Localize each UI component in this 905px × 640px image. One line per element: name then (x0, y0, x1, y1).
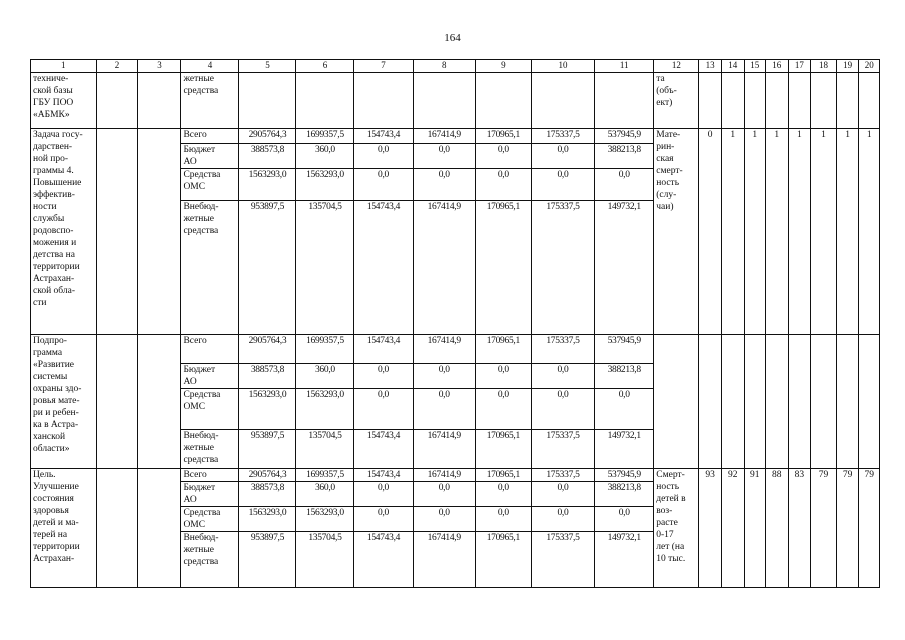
amount-cell: 388573,8 (239, 364, 296, 389)
header-cell: 11 (595, 60, 654, 73)
header-cell: 17 (788, 60, 811, 73)
year-value-cell (699, 335, 722, 469)
amount-cell: 388213,8 (595, 144, 654, 169)
continuation-row (31, 73, 880, 129)
funding-source-cell (181, 507, 239, 532)
year-value-cell: 0 (699, 129, 722, 335)
empty-cell (296, 73, 354, 129)
funding-source-cell-line: АО (183, 157, 197, 167)
amount-cell: 149732,1 (595, 532, 654, 588)
table-row (31, 335, 880, 364)
header-cell: 9 (475, 60, 531, 73)
amount-cell: 135704,5 (296, 532, 354, 588)
empty-cell (744, 73, 765, 129)
amount-cell: 1563293,0 (239, 389, 296, 430)
amount-cell: 0,0 (354, 482, 413, 507)
funding-source-cell-line: Внебюд- (183, 431, 219, 441)
header-cell: 7 (354, 60, 413, 73)
funding-source-cell-line: средства (183, 455, 219, 465)
amount-cell: 0,0 (475, 482, 531, 507)
funding-source-cell-line: средства (183, 226, 219, 236)
indicator-cell-line: ность (656, 178, 680, 188)
amount-cell: 1699357,5 (296, 129, 354, 144)
funding-source-cell-line: средства (183, 557, 219, 567)
amount-cell: 175337,5 (531, 430, 594, 469)
empty-cell (413, 73, 475, 129)
amount-cell: 0,0 (595, 169, 654, 201)
year-value-cell: 79 (811, 469, 837, 588)
funding-source-cell (181, 144, 239, 169)
funding-source-cell-line: Всего (183, 470, 207, 480)
description-cell-line: ской обла- (33, 286, 76, 296)
indicator-cell-line: расте (656, 518, 678, 528)
funding-source-cell-line: Внебюд- (183, 202, 219, 212)
table-row (31, 129, 880, 144)
funding-source-cell-line: АО (183, 377, 197, 387)
empty-cell (138, 129, 181, 335)
funding-source-cell-line: ОМС (183, 402, 206, 412)
indicator-cell-line: детей в (656, 494, 686, 504)
year-value-cell (788, 335, 811, 469)
funding-source-cell-line: жетные (183, 545, 214, 555)
year-value-cell: 88 (765, 469, 788, 588)
funding-source-cell (181, 482, 239, 507)
description-cell-line: «Развитие (33, 360, 75, 370)
header-row (31, 60, 880, 73)
indicator-cell-line: ская (656, 154, 674, 164)
empty-cell (788, 73, 811, 129)
amount-cell: 0,0 (531, 482, 594, 507)
amount-cell: 360,0 (296, 144, 354, 169)
empty-cell (721, 73, 744, 129)
year-value-cell: 93 (699, 469, 722, 588)
funding-source-cell (181, 469, 239, 482)
amount-cell: 388213,8 (595, 364, 654, 389)
indicator-cell-line: ность (656, 482, 680, 492)
amount-cell: 953897,5 (239, 430, 296, 469)
amount-cell: 0,0 (595, 507, 654, 532)
amount-cell: 154743,4 (354, 469, 413, 482)
funding-source-cell (181, 364, 239, 389)
header-cell: 20 (859, 60, 880, 73)
description-cell-line: Цель. (33, 470, 56, 480)
header-cell: 14 (721, 60, 744, 73)
empty-cell (138, 469, 181, 588)
description-cell-line: ка в Астра- (33, 420, 79, 430)
header-cell: 3 (138, 60, 181, 73)
header-cell: 16 (765, 60, 788, 73)
amount-cell: 170965,1 (475, 129, 531, 144)
header-cell: 4 (181, 60, 239, 73)
funding-source-cell-line: Средства (183, 170, 221, 180)
funding-source-cell-line: Всего (183, 336, 207, 346)
indicator-cell-line: (слу- (656, 190, 677, 200)
header-cell: 1 (31, 60, 97, 73)
year-value-cell: 79 (859, 469, 880, 588)
amount-cell: 175337,5 (531, 201, 594, 335)
amount-cell: 0,0 (354, 169, 413, 201)
year-value-cell: 1 (859, 129, 880, 335)
description-cell (31, 129, 97, 335)
year-value-cell: 1 (811, 129, 837, 335)
description-cell-line: Подпро- (33, 336, 67, 346)
funding-source-cell (181, 532, 239, 588)
funding-source-cell-line: Средства (183, 390, 221, 400)
funding-source-cell (181, 430, 239, 469)
table-row (31, 469, 880, 482)
amount-cell: 170965,1 (475, 532, 531, 588)
description-cell-line: ровья мате- (33, 396, 80, 406)
amount-cell: 170965,1 (475, 335, 531, 364)
funding-source-cell-line: ОМС (183, 182, 206, 192)
empty-cell (96, 129, 138, 335)
header-cell: 2 (96, 60, 138, 73)
empty-cell (765, 73, 788, 129)
amount-cell: 360,0 (296, 364, 354, 389)
funding-source-cell-line: жетные (183, 443, 214, 453)
header-cell: 10 (531, 60, 594, 73)
indicator-cell (654, 73, 699, 129)
indicator-cell (654, 129, 699, 335)
amount-cell: 537945,9 (595, 129, 654, 144)
amount-cell: 0,0 (475, 169, 531, 201)
amount-cell: 167414,9 (413, 201, 475, 335)
indicator-cell-line: 0-17 (656, 530, 674, 540)
description-cell-line: родовспо- (33, 226, 74, 236)
indicator-cell-line: смерт- (656, 166, 683, 176)
empty-cell (531, 73, 594, 129)
amount-cell: 170965,1 (475, 469, 531, 482)
source-cell-line: средства (183, 86, 219, 96)
description-cell-line: сти (33, 298, 47, 308)
header-cell: 13 (699, 60, 722, 73)
amount-cell: 0,0 (354, 144, 413, 169)
funding-source-cell (181, 169, 239, 201)
empty-cell (138, 73, 181, 129)
indicator-cell-line: воз- (656, 506, 673, 516)
description-cell-line: эффектив- (33, 190, 75, 200)
empty-cell (96, 469, 138, 588)
indicator-cell-line: та (656, 74, 665, 84)
empty-cell (96, 73, 138, 129)
header-cell: 19 (836, 60, 859, 73)
amount-cell: 0,0 (595, 389, 654, 430)
amount-cell: 2905764,3 (239, 129, 296, 144)
description-cell-line: детства на (33, 250, 75, 260)
funding-source-cell-line: Бюджет (183, 483, 216, 493)
header-cell: 18 (811, 60, 837, 73)
empty-cell (96, 335, 138, 469)
year-value-cell (811, 335, 837, 469)
source-cell (181, 73, 239, 129)
description-cell-line: Астрахан- (33, 274, 75, 284)
description-cell-line: охраны здо- (33, 384, 82, 394)
amount-cell: 175337,5 (531, 469, 594, 482)
description-cell-line: Повышение (33, 178, 82, 188)
description-cell-line: можения и (33, 238, 77, 248)
description-cell-line: системы (33, 372, 68, 382)
description-cell-line: ри и ребен- (33, 408, 79, 418)
description-cell-line: Астрахан- (33, 554, 75, 564)
description-cell-line: здоровья (33, 506, 69, 516)
description-cell-line: граммы 4. (33, 166, 74, 176)
header-cell: 12 (654, 60, 699, 73)
indicator-cell-line: лет (на (656, 542, 685, 552)
description-cell-line: Задача госу- (33, 130, 83, 140)
page-number: 164 (444, 32, 461, 44)
year-value-cell: 83 (788, 469, 811, 588)
amount-cell: 0,0 (475, 364, 531, 389)
amount-cell: 135704,5 (296, 201, 354, 335)
description-cell-line: ханской (33, 432, 66, 442)
amount-cell: 154743,4 (354, 335, 413, 364)
year-value-cell (836, 335, 859, 469)
year-value-cell (721, 335, 744, 469)
amount-cell: 0,0 (531, 144, 594, 169)
description-cell-line: территории (33, 262, 80, 272)
description-cell-line: «АБМК» (33, 110, 70, 120)
funding-source-cell-line: жетные (183, 214, 214, 224)
indicator-cell-line: ект) (656, 98, 673, 108)
amount-cell: 135704,5 (296, 430, 354, 469)
funding-source-cell-line: Внебюд- (183, 533, 219, 543)
amount-cell: 1699357,5 (296, 469, 354, 482)
empty-cell (138, 335, 181, 469)
amount-cell: 388213,8 (595, 482, 654, 507)
amount-cell: 0,0 (531, 389, 594, 430)
amount-cell: 0,0 (475, 389, 531, 430)
description-cell-line: детей и ма- (33, 518, 79, 528)
amount-cell: 0,0 (354, 507, 413, 532)
funding-source-cell-line: Бюджет (183, 145, 216, 155)
funding-source-cell-line: Бюджет (183, 365, 216, 375)
amount-cell: 170965,1 (475, 201, 531, 335)
header-cell: 6 (296, 60, 354, 73)
year-value-cell (765, 335, 788, 469)
amount-cell: 154743,4 (354, 201, 413, 335)
amount-cell: 388573,8 (239, 482, 296, 507)
amount-cell: 953897,5 (239, 532, 296, 588)
header-cell: 15 (744, 60, 765, 73)
amount-cell: 0,0 (413, 507, 475, 532)
year-value-cell (859, 335, 880, 469)
amount-cell: 175337,5 (531, 129, 594, 144)
amount-cell: 175337,5 (531, 335, 594, 364)
indicator-cell-line: рин- (656, 142, 675, 152)
indicator-cell (654, 469, 699, 588)
year-value-cell: 92 (721, 469, 744, 588)
amount-cell: 175337,5 (531, 532, 594, 588)
amount-cell: 1563293,0 (239, 507, 296, 532)
amount-cell: 1563293,0 (296, 389, 354, 430)
funding-source-cell-line: Средства (183, 508, 221, 518)
amount-cell: 0,0 (413, 144, 475, 169)
description-cell-line: территории (33, 542, 80, 552)
description-cell-line: службы (33, 214, 65, 224)
amount-cell: 170965,1 (475, 430, 531, 469)
amount-cell: 360,0 (296, 482, 354, 507)
amount-cell: 0,0 (531, 507, 594, 532)
amount-cell: 0,0 (413, 364, 475, 389)
financing-table (30, 59, 880, 588)
funding-source-cell-line: АО (183, 495, 197, 505)
year-value-cell (744, 335, 765, 469)
description-cell-line: ной про- (33, 154, 69, 164)
amount-cell: 1563293,0 (296, 169, 354, 201)
amount-cell: 2905764,3 (239, 335, 296, 364)
header-cell: 5 (239, 60, 296, 73)
description-cell-line: области» (33, 444, 70, 454)
year-value-cell: 1 (765, 129, 788, 335)
description-cell (31, 469, 97, 588)
year-value-cell: 1 (788, 129, 811, 335)
amount-cell: 0,0 (413, 389, 475, 430)
amount-cell: 149732,1 (595, 201, 654, 335)
amount-cell: 0,0 (413, 482, 475, 507)
empty-cell (354, 73, 413, 129)
year-value-cell: 1 (744, 129, 765, 335)
funding-source-cell (181, 201, 239, 335)
description-cell (31, 335, 97, 469)
description-cell-line: ности (33, 202, 57, 212)
amount-cell: 167414,9 (413, 335, 475, 364)
indicator-cell-line: Мате- (656, 130, 681, 140)
amount-cell: 1563293,0 (239, 169, 296, 201)
description-cell-line: состояния (33, 494, 74, 504)
indicator-cell-line: чаи) (656, 202, 674, 212)
source-cell-line: жетные (183, 74, 214, 84)
amount-cell: 953897,5 (239, 201, 296, 335)
amount-cell: 154743,4 (354, 430, 413, 469)
indicator-cell-line: Смерт- (656, 470, 685, 480)
amount-cell: 167414,9 (413, 430, 475, 469)
amount-cell: 167414,9 (413, 532, 475, 588)
amount-cell: 0,0 (475, 144, 531, 169)
indicator-cell-line: (объ- (656, 86, 677, 96)
amount-cell: 154743,4 (354, 129, 413, 144)
header-cell: 8 (413, 60, 475, 73)
empty-cell (475, 73, 531, 129)
year-value-cell: 79 (836, 469, 859, 588)
funding-source-cell-line: Всего (183, 130, 207, 140)
description-cell-line: грамма (33, 348, 63, 358)
empty-cell (811, 73, 837, 129)
amount-cell: 0,0 (354, 389, 413, 430)
amount-cell: 1563293,0 (296, 507, 354, 532)
empty-cell (699, 73, 722, 129)
description-cell-line: Улучшение (33, 482, 79, 492)
amount-cell: 0,0 (413, 169, 475, 201)
funding-source-cell (181, 335, 239, 364)
indicator-cell-line: 10 тыс. (656, 554, 686, 564)
description-cell-line: ской базы (33, 86, 73, 96)
amount-cell: 0,0 (531, 364, 594, 389)
empty-cell (859, 73, 880, 129)
year-value-cell: 91 (744, 469, 765, 588)
amount-cell: 0,0 (531, 169, 594, 201)
amount-cell: 167414,9 (413, 129, 475, 144)
description-cell (31, 73, 97, 129)
description-cell-line: техниче- (33, 74, 69, 84)
amount-cell: 0,0 (475, 507, 531, 532)
amount-cell: 537945,9 (595, 335, 654, 364)
amount-cell: 2905764,3 (239, 469, 296, 482)
empty-cell (595, 73, 654, 129)
funding-source-cell-line: ОМС (183, 520, 206, 530)
funding-source-cell (181, 389, 239, 430)
year-value-cell: 1 (836, 129, 859, 335)
description-cell-line: дарствен- (33, 142, 73, 152)
year-value-cell: 1 (721, 129, 744, 335)
description-cell-line: ГБУ ПОО (33, 98, 74, 108)
amount-cell: 154743,4 (354, 532, 413, 588)
amount-cell: 149732,1 (595, 430, 654, 469)
description-cell-line: терей на (33, 530, 68, 540)
empty-cell (836, 73, 859, 129)
amount-cell: 167414,9 (413, 469, 475, 482)
indicator-cell (654, 335, 699, 469)
empty-cell (239, 73, 296, 129)
amount-cell: 0,0 (354, 364, 413, 389)
amount-cell: 537945,9 (595, 469, 654, 482)
funding-source-cell (181, 129, 239, 144)
amount-cell: 1699357,5 (296, 335, 354, 364)
amount-cell: 388573,8 (239, 144, 296, 169)
